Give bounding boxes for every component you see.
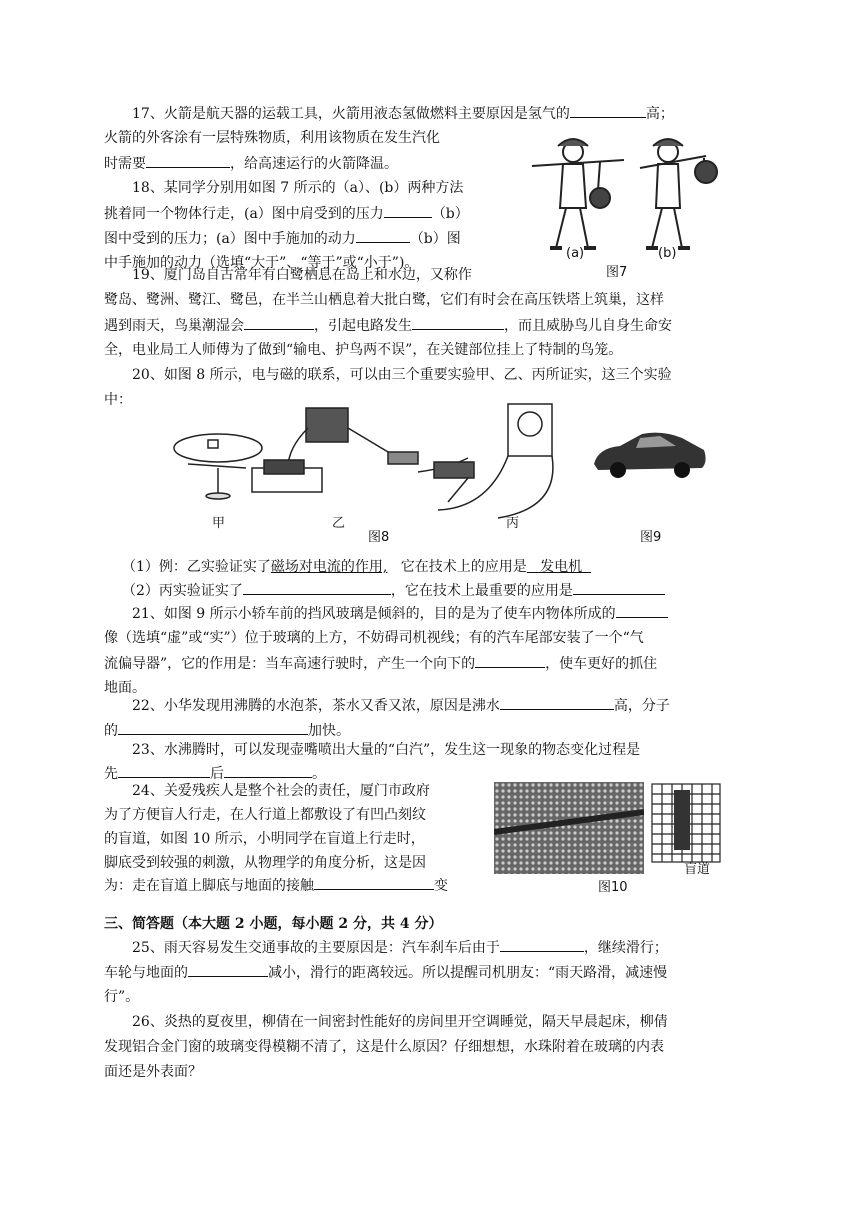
figure-7 xyxy=(528,130,718,278)
figure-10-tactile-diagram xyxy=(650,782,722,864)
q17-line-2: 火箭的外客涂有一层特殊物质，利用该物质在发生汽化 xyxy=(104,130,440,146)
q22-line-2: 的 加快。 xyxy=(104,720,350,742)
q18-line-1: 18、某同学分别用如图 7 所示的（a）、(b）两种方法 xyxy=(132,180,464,196)
figure-10-photo xyxy=(494,782,644,874)
q20-line-1: 20、如图 8 所示，电与磁的联系，可以由三个重要实验甲、乙、丙所证实，这三个实验 xyxy=(132,367,672,383)
q24-line-5: 为：走在盲道上脚底与地面的接触 变 xyxy=(104,875,448,897)
q20-line-2: 中： xyxy=(104,392,132,408)
q20-example-line: （1）例：乙实验证实了磁场对电流的作用, 它在技术上的应用是 发电机 xyxy=(122,559,583,575)
q17-line-1: 17、火箭是航天器的运载工具，火箭用液态氢做燃料主要原因是氢气的 高； xyxy=(132,103,674,125)
fig9-caption: 图9 xyxy=(640,530,662,545)
q22-line-1: 22、小华发现用沸腾的水泡茶，茶水又香又浓，原因是沸水 高，分子 xyxy=(132,695,670,717)
q21-line-1: 21、如图 9 所示小轿车前的挡风玻璃是倾斜的，目的是为了使车内物体所成的 xyxy=(132,603,668,625)
q23-line-2: 先 后 。 xyxy=(104,763,326,785)
fig10-caption: 图10 xyxy=(598,880,628,895)
figure-8 xyxy=(168,398,568,530)
fig7-a-label: (a) xyxy=(566,246,585,261)
q18-line-4: 中手施加的动力（选填“大于”、“等于”或“小于”)。 xyxy=(104,255,419,271)
q24-line-1: 24、关爱残疾人是整个社会的责任，厦门市政府 xyxy=(132,783,430,799)
fig10-mangdao-label: 盲道 xyxy=(684,862,711,877)
fig8-yi-label: 乙 xyxy=(332,516,346,531)
fig7-b-label: (b) xyxy=(658,246,677,261)
q23-line-1: 23、水沸腾时，可以发现壶嘴喷出大量的“白汽”，发生这一现象的物态变化过程是 xyxy=(132,742,641,758)
q26-line-2: 发现铝合金门窗的玻璃变得模糊不清了，这是什么原因？仔细想想，水珠附着在玻璃的内表 xyxy=(104,1039,664,1055)
q19-line-2: 鹭岛、鹭洲、鹭江、鹭邑，在半兰山栖息着大批白鹭，它们有时会在高压铁塔上筑巢，这样 xyxy=(104,292,664,308)
q19-line-4: 全，电业局工人师傅为了做到“输电、护鸟两不误”，在关键部位挂上了特制的鸟笼。 xyxy=(104,342,623,358)
q21-line-4: 地面。 xyxy=(104,680,146,696)
q25-line-2: 车轮与地面的 减小，滑行的距离较远。所以提醒司机朋友：“雨天路滑，减速慢 xyxy=(104,962,667,984)
q26-line-3: 面还是外表面？ xyxy=(104,1064,202,1080)
fig8-bing-label: 丙 xyxy=(506,516,520,531)
figure-9-car xyxy=(590,428,710,484)
q17-line-3: 时需要 ，给高速运行的火箭降温。 xyxy=(104,153,398,175)
q18-line-2: 挑着同一个物体行走，(a）图中肩受到的压力 （b） xyxy=(104,203,469,225)
q21-line-2: 像（选填“虚”或“实”）位于玻璃的上方，不妨碍司机视线；有的汽车尾部安装了一个“气 xyxy=(104,630,644,646)
q25-line-1: 25、雨天容易发生交通事故的主要原因是：汽车刹车后由于 ，继续滑行； xyxy=(132,937,668,959)
q19-line-1: 19、厦门岛自古常年有白鹭栖息在岛上和水边，又称作 xyxy=(132,267,472,283)
q24-line-4: 脚底受到较强的刺激，从物理学的角度分析，这是因 xyxy=(104,855,426,871)
q18-line-3: 图中受到的压力；(a）图中手施加的动力 （b）图 xyxy=(104,228,461,250)
q19-line-3: 遇到雨天，鸟巢潮湿会 ，引起电路发生 ，而且威胁鸟儿自身生命安 xyxy=(104,315,672,337)
q24-line-3: 的盲道，如图 10 所示，小明同学在盲道上行走时， xyxy=(104,831,425,847)
q26-line-1: 26、炎热的夏夜里，柳倩在一间密封性能好的房间里开空调睡觉，隔天早晨起床，柳倩 xyxy=(132,1014,668,1030)
fig8-caption: 图8 xyxy=(368,530,390,545)
q25-line-3: 行”。 xyxy=(104,989,140,1005)
fig7-caption: 图7 xyxy=(606,265,628,280)
q20-question-line: （2）丙实验证实了 ，它在技术上最重要的应用是 xyxy=(122,580,665,602)
section-3-heading: 三、简答题（本大题 2 小题，每小题 2 分，共 4 分） xyxy=(104,916,443,932)
q24-line-2: 为了方便盲人行走，在人行道上都敷设了有凹凸刻纹 xyxy=(104,807,426,823)
q21-line-3: 流偏导器”，它的作用是：当车高速行驶时，产生一个向下的 ，使车更好的抓住 xyxy=(104,653,657,675)
fig8-jia-label: 甲 xyxy=(212,516,226,531)
